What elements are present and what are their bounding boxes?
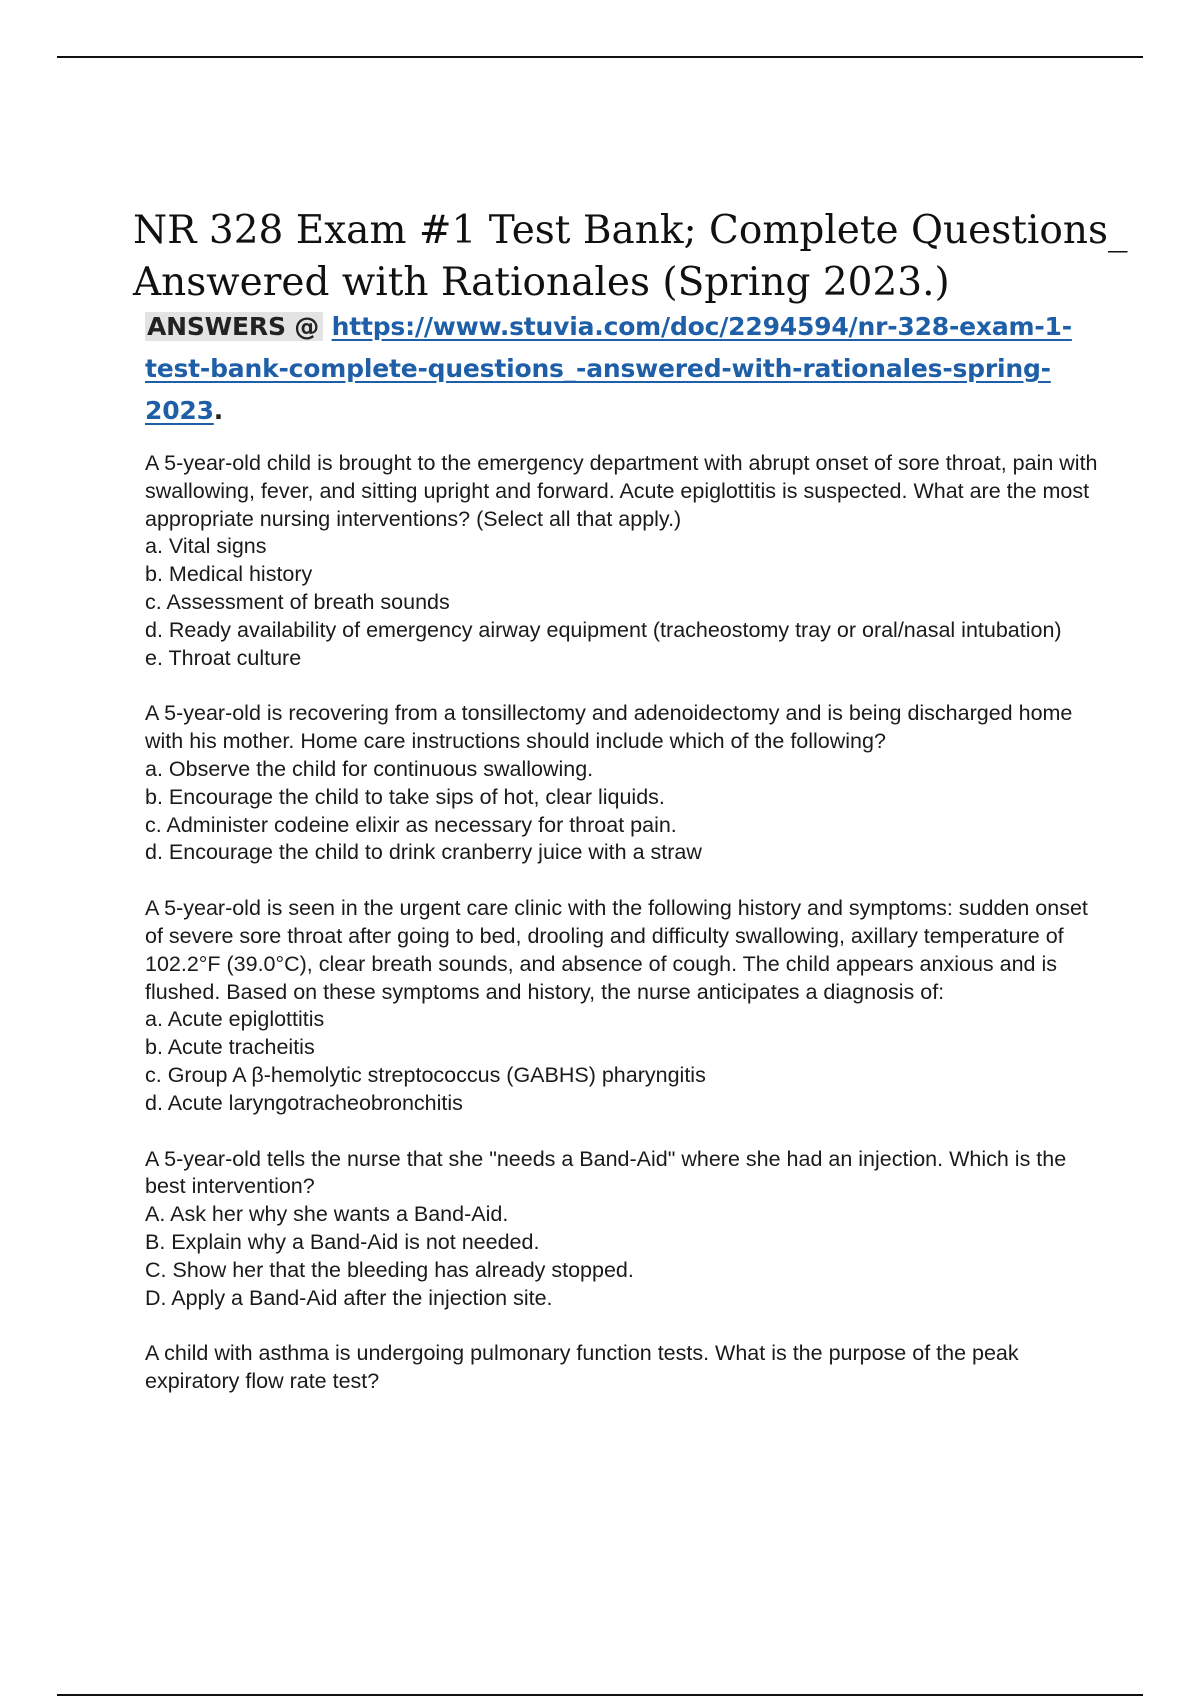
answer-option: d. Ready availability of emergency airway equipment (tracheostomy tray or oral/nasal intubation): [145, 617, 1062, 642]
question-3: [145, 895, 1100, 1117]
question-stem: A 5-year-old is recovering from a tonsillectomy and adenoidectomy and is being discharged home with his mother. Home care instructions should include which of the following?: [145, 701, 1073, 754]
answer-option: B. Explain why a Band-Aid is not needed.: [145, 1229, 540, 1254]
question-stem: A child with asthma is undergoing pulmonary function tests. What is the purpose of the peak expiratory flow rate test?: [145, 1341, 1019, 1394]
answers-label: ANSWERS @: [145, 312, 323, 341]
answer-option: A. Ask her why she wants a Band-Aid.: [145, 1202, 509, 1227]
question-5: [145, 1340, 1100, 1396]
answers-link-line-1[interactable]: https://www.stuvia.com/doc/2294594/nr-328-exam-1-: [331, 312, 1072, 341]
answer-option: c. Assessment of breath sounds: [145, 589, 450, 614]
answer-option: D. Apply a Band-Aid after the injection site.: [145, 1285, 553, 1310]
top-rule: [57, 56, 1143, 58]
title-line-2: Answered with Rationales (Spring 2023.): [133, 260, 950, 305]
answers-link-line-3[interactable]: 2023: [145, 396, 214, 425]
answer-option: e. Throat culture: [145, 645, 302, 670]
answer-option: a. Vital signs: [145, 534, 267, 559]
answer-option: c. Group A β-hemolytic streptococcus (GABHS) pharyngitis: [145, 1062, 706, 1087]
question-stem: A 5-year-old child is brought to the emergency department with abrupt onset of sore throat, pain with swallowing, fever, and sitting upright and forward. Acute epiglottitis is suspected. What are the most appropriate nursing interventions? (Select all that apply.): [145, 451, 1098, 531]
question-2: [145, 700, 1100, 867]
document-title: [133, 205, 1128, 309]
answer-option: d. Encourage the child to drink cranberry juice with a straw: [145, 840, 702, 865]
answer-option: a. Acute epiglottitis: [145, 1007, 325, 1032]
answers-block: [145, 306, 1105, 432]
answer-option: b. Acute tracheitis: [145, 1035, 315, 1060]
answer-option: c. Administer codeine elixir as necessary for throat pain.: [145, 812, 677, 837]
question-list: [145, 450, 1100, 1424]
bottom-rule: [57, 1694, 1143, 1696]
answer-option: C. Show her that the bleeding has already stopped.: [145, 1257, 634, 1282]
answer-option: d. Acute laryngotracheobronchitis: [145, 1090, 463, 1115]
question-1: [145, 450, 1100, 672]
answers-trailing-period: .: [213, 396, 224, 425]
answers-link-line-2[interactable]: test-bank-complete-questions_-answered-with-rationales-spring-: [145, 354, 1051, 383]
question-4: [145, 1146, 1100, 1313]
question-stem: A 5-year-old is seen in the urgent care clinic with the following history and symptoms: sudden onset of severe sore throat after going to bed, drooling and difficulty swallowing, axillary temperature of 102.2°F (39.0°C), clear breath sounds, and absence of cough. The child appears anxious and is flushed. Based on these symptoms and history, the nurse anticipates a diagnosis of:: [145, 896, 1088, 1004]
answer-option: b. Medical history: [145, 562, 313, 587]
title-line-1: NR 328 Exam #1 Test Bank; Complete Questions_: [133, 208, 1128, 253]
answer-option: b. Encourage the child to take sips of hot, clear liquids.: [145, 784, 665, 809]
question-stem: A 5-year-old tells the nurse that she "needs a Band-Aid" where she had an injection. Which is the best intervention?: [145, 1146, 1067, 1199]
answer-option: a. Observe the child for continuous swallowing.: [145, 756, 594, 781]
